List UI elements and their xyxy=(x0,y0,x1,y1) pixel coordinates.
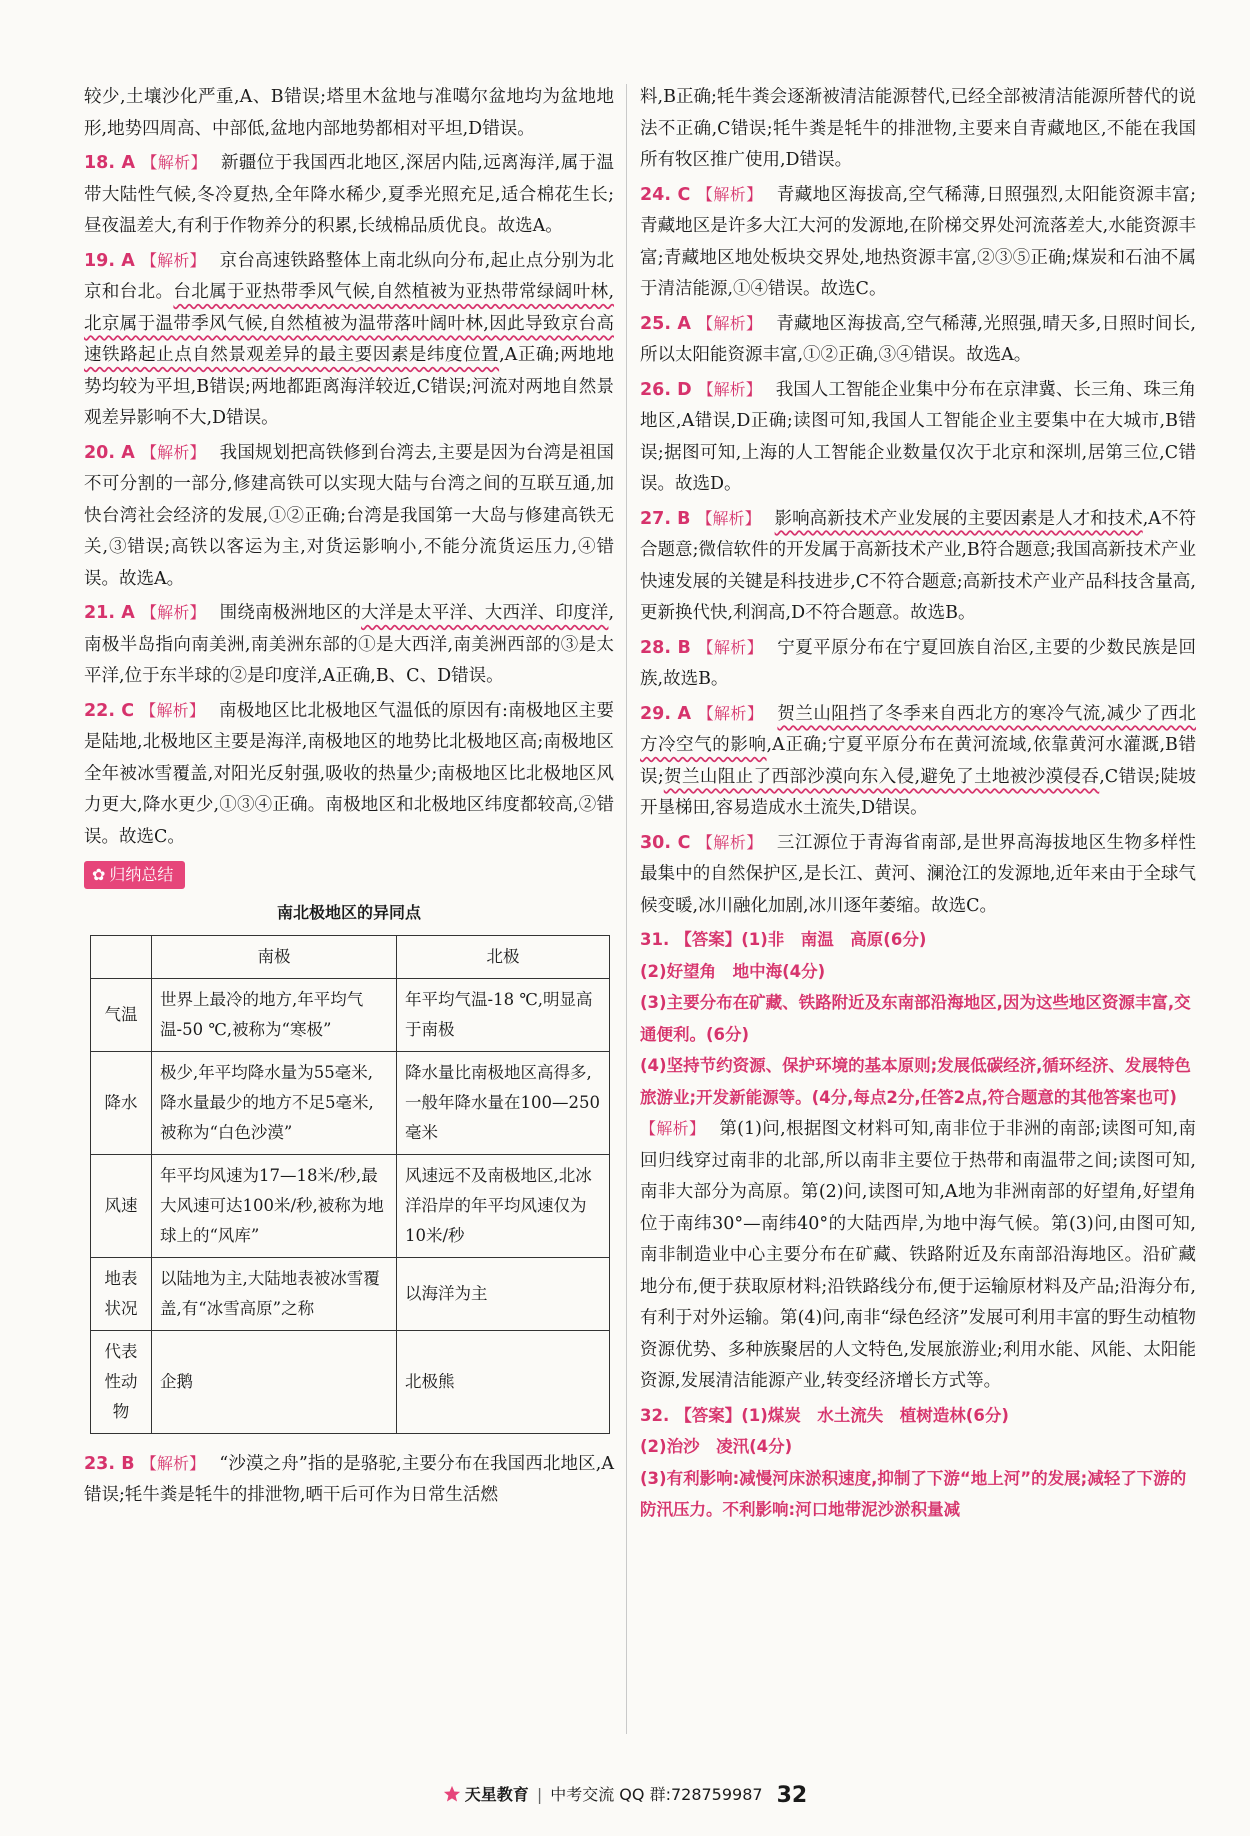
page-footer: 天星教育 | 中考交流 QQ 群:728759987 32 xyxy=(0,1782,1250,1808)
table-row: 地表状况 以陆地为主,大陆地表被冰雪覆盖,有“冰雪高原”之称 以海洋为主 xyxy=(91,1257,610,1330)
header-blank xyxy=(91,935,152,978)
summary-badge: ✿ 归纳总结 xyxy=(84,861,185,889)
table-row: 气温 世界上最冷的地方,年平均气温-50 ℃,被称为“寒极” 年平均气温-18 ℃,明显高于南极 xyxy=(91,978,610,1051)
table-row: 降水 极少,年平均降水量为55毫米,降水量最少的地方不足5毫米,被称为“白色沙漠” 降水量比南极地区高得多,一般年降水量在100—250毫米 xyxy=(91,1051,610,1154)
answer-23: 23. B 【解析】 “沙漠之舟”指的是骆驼,主要分布在我国西北地区,A错误;牦牛粪是牦牛的排泄物,晒干后可作为日常生活燃 xyxy=(84,1453,614,1505)
page-number: 32 xyxy=(776,1783,808,1808)
header-south: 南极 xyxy=(152,935,397,978)
answer-29: 29. A 【解析】 贺兰山阻挡了冬季来自西北方的寒冷气流,减少了西北方冷空气的影响,A正确;宁夏平原分布在黄河流域,依靠黄河水灌溉,B错误;贺兰山阻止了西部沙漠向东入侵,避免了土地被沙漠侵吞,C错误;陡坡开垦梯田,容易造成水土流失,D错误。 xyxy=(640,703,1197,818)
answer-31: 31. 【答案】(1)非 南温 高原(6分) (2)好望角 地中海(4分) (3)主要分布在矿藏、铁路附近及东南部沿海地区,因为这些地区资源丰富,交通便利。(6分) (4)坚持节约资源、保护环境的基本原则;发展低碳经济,循环经济、发展特色旅游业;开发新能源等。(4分,每点2分,任答2点,符合题意的其他答案也可) 【解析】 第(1)问,根据图文材料可知,南非位于非洲的南部;读图可知,南回归线穿过南非的北部,所以南非主要位于热带和南温带之间;读图可知,南非大部分为高原。第(2)问,读图可知,A地为非洲南部的好望角,好望角位于南纬30°—南纬40°的大陆西岸,为地中海气候。第(3)问,由图可知,南非制造业中心主要分布在矿藏、铁路附近及东南部沿海地区。沿矿藏地分布,便于获取原材料;沿铁路线分布,便于运输原材料及产品;沿海分布,有利于对外运输。第(4)问,南非“绿色经济”发展可利用丰富的野生动植物资源优势、多种族聚居的人文特色,发展旅游业;利用水能、风能、太阳能资源,发展清洁能源产业,转变经济增长方式等。 xyxy=(640,930,1196,1391)
answer-32: 32. 【答案】(1)煤炭 水土流失 植树造林(6分) (2)治沙 凌汛(4分) (3)有利影响:减慢河床淤积速度,抑制了下游“地上河”的发展;减轻了下游的防汛压力。不利影响:河口地带泥沙淤积量减 xyxy=(640,1405,1187,1519)
highlighted-text: 台北属于亚热带季风气候,自然植被为亚热带常绿阔叶林,北京属于温带季风气候,自然植被为温带落叶阔叶林,因此导致京台高速铁路起止点自然景观差异的最主要因素是纬度位置 xyxy=(84,282,615,365)
comparison-table xyxy=(90,935,610,1434)
answer-19: 19. A 【解析】 京台高速铁路整体上南北纵向分布,起止点分别为北京和台北。台北属于亚热带季风气候,自然植被为亚热带常绿阔叶林,北京属于温带季风气候,自然植被为温带落叶阔叶林,因此导致京台高速铁路起止点自然景观差异的最主要因素是纬度位置,A正确;两地地势均较为平坦,B错误;两地都距离海洋较近,C错误;河流对两地自然景观差异影响不大,D错误。 xyxy=(84,250,615,428)
highlighted-text: 大洋是太平洋、大西洋、印度洋 xyxy=(361,603,609,623)
star-icon: ✿ xyxy=(92,865,106,884)
answer-21: 21. A 【解析】 围绕南极洲地区的大洋是太平洋、大西洋、印度洋,南极半岛指向南美洲,南美洲东部的①是大西洋,南美洲西部的③是太平洋,位于东半球的②是印度洋,A正确,B、C、D错误。 xyxy=(84,603,615,686)
answer-18: 18. A 【解析】 新疆位于我国西北地区,深居内陆,远离海洋,属于温带大陆性气候,冬冷夏热,全年降水稀少,夏季光照充足,适合棉花生长;昼夜温差大,有利于作物养分的积累,长绒棉品质优良。故选A。 xyxy=(84,153,615,236)
highlighted-text: 贺兰山阻止了西部沙漠向东入侵,避免了土地被沙漠侵吞 xyxy=(663,766,1100,787)
table-row: 风速 年平均风速为17—18米/秒,最大风速可达100米/秒,被称为地球上的“风库” 风速远不及南极地区,北冰洋沿岸的年平均风速仅为10米/秒 xyxy=(91,1154,610,1257)
answer-30: 30. C 【解析】 三江源位于青海省南部,是世界高海拔地区生物多样性最集中的自然保护区,是长江、黄河、澜沧江的发源地,近年来由于全球气候变暖,冰川融化加剧,冰川逐年萎缩。故选C。 xyxy=(640,832,1196,916)
star-logo-icon xyxy=(443,1785,461,1803)
continued-text: 较少,土壤沙化严重,A、B错误;塔里木盆地与准噶尔盆地均为盆地地形,地势四周高、中部低,盆地内部地势都相对平坦,D错误。 xyxy=(84,87,614,139)
left-column xyxy=(84,82,614,1514)
answer-26: 26. D 【解析】 我国人工智能企业集中分布在京津冀、长三角、珠三角地区,A错误,D正确;读图可知,我国人工智能企业主要集中在大城市,B错误;据图可知,上海的人工智能企业数量仅次于北京和深圳,居第三位,C错误。故选D。 xyxy=(640,379,1196,494)
table-header-row xyxy=(91,935,610,978)
qq-group: 中考交流 QQ 群:728759987 xyxy=(550,1785,763,1804)
table-title: 南北极地区的异同点 xyxy=(276,903,421,922)
answer-28: 28. B 【解析】 宁夏平原分布在宁夏回族自治区,主要的少数民族是回族,故选B。 xyxy=(640,637,1196,689)
answer-22: 22. C 【解析】 南极地区比北极地区气温低的原因有:南极地区主要是陆地,北极地区主要是海洋,南极地区的地势比北极地区高;南极地区全年被冰雪覆盖,对阳光反射强,吸收的热量少;南极地区比北极地区风力更大,降水更少,①③④正确。南极地区和北极地区纬度都较高,②错误。故选C。 xyxy=(84,700,614,847)
header-north: 北极 xyxy=(397,935,610,978)
brand-name: 天星教育 xyxy=(464,1785,529,1804)
highlighted-text: 影响高新技术产业发展的主要因素是人才和技术 xyxy=(774,508,1143,529)
column-divider xyxy=(626,84,627,1734)
highlighted-text: 贺兰山阻挡了冬季来自西北方的寒冷气流,减少了西北方冷空气的影响 xyxy=(640,703,1197,755)
answer-27: 27. B 【解析】 影响高新技术产业发展的主要因素是人才和技术,A不符合题意;微信软件的开发属于高新技术产业,B符合题意;我国高新技术产业快速发展的关键是科技进步,C不符合题意;高新技术产业产品科技含量高,更新换代快,利润高,D不符合题意。故选B。 xyxy=(640,508,1196,623)
table-row: 代表性动物 企鹅 北极熊 xyxy=(91,1330,610,1433)
continued-text: 料,B正确;牦牛粪会逐渐被清洁能源替代,已经全部被清洁能源所替代的说法不正确,C错误;牦牛粪是牦牛的排泄物,主要来自青藏地区,不能在我国所有牧区推广使用,D错误。 xyxy=(640,87,1196,170)
answer-24: 24. C 【解析】 青藏地区海拔高,空气稀薄,日照强烈,太阳能资源丰富;青藏地区是许多大江大河的发源地,在阶梯交界处河流落差大,水能资源丰富;青藏地区地处板块交界处,地热资源丰富,②③⑤正确;煤炭和石油不属于清洁能源,①④错误。故选C。 xyxy=(640,184,1196,299)
answer-20: 20. A 【解析】 我国规划把高铁修到台湾去,主要是因为台湾是祖国不可分割的一部分,修建高铁可以实现大陆与台湾之间的互联互通,加快台湾社会经济的发展,①②正确;台湾是我国第一大岛与修建高铁无关,③错误;高铁以客运为主,对货运影响小,不能分流货运压力,④错误。故选A。 xyxy=(84,442,614,589)
right-column xyxy=(640,82,1196,1526)
answer-25: 25. A 【解析】 青藏地区海拔高,空气稀薄,光照强,晴天多,日照时间长,所以太阳能资源丰富,①②正确,③④错误。故选A。 xyxy=(640,313,1196,365)
